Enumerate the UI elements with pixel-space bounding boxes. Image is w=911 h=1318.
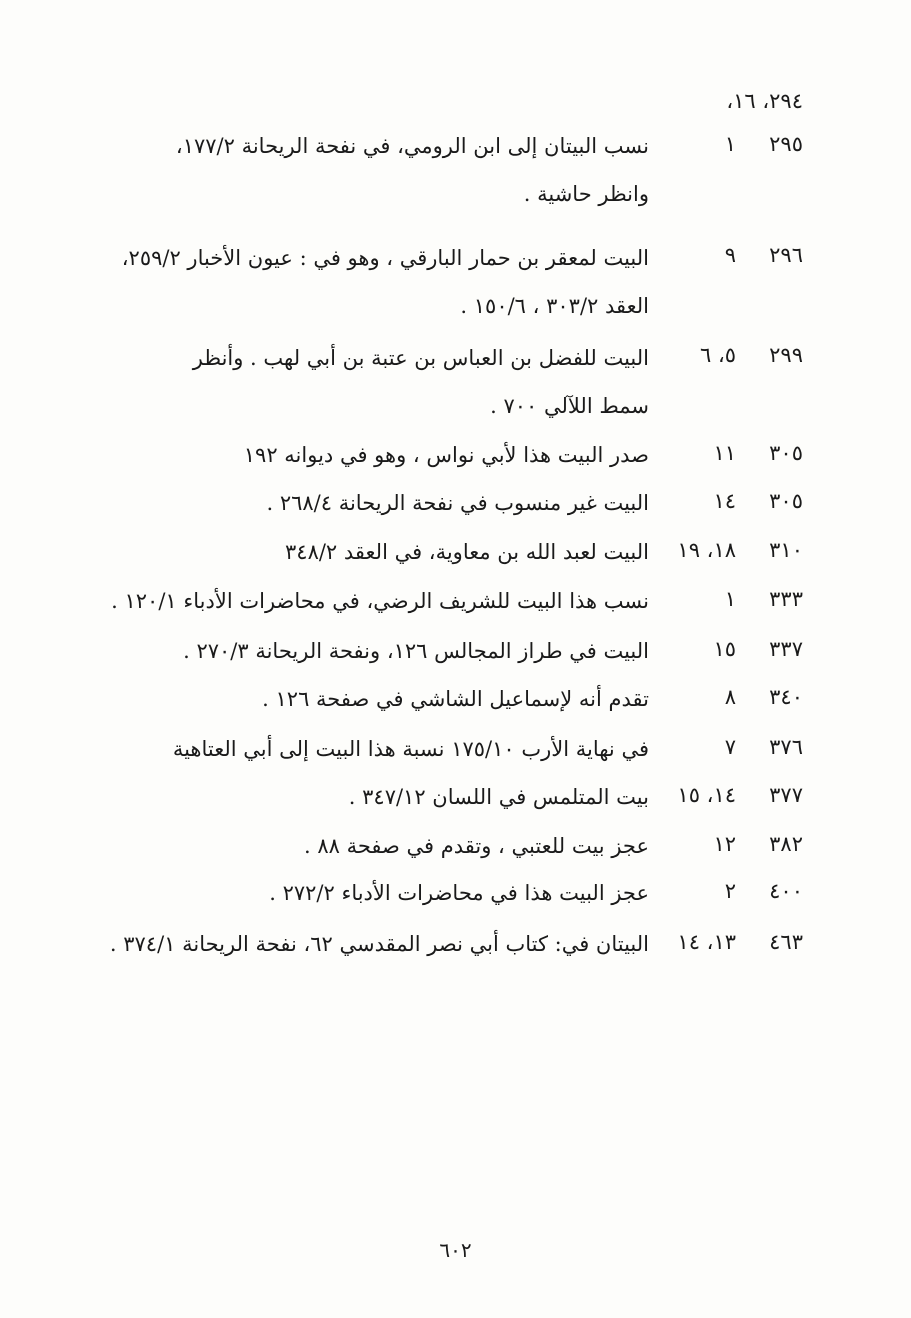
entry-text-line: في نهاية الأرب ١٧٥/١٠ نسبة هذا البيت إلى أبي العتاهية: [172, 737, 649, 761]
entry-page-number: ٤٠٠: [769, 879, 803, 903]
entry-page-number: ٣٣٧: [769, 637, 803, 661]
entry-verse-number: ١: [724, 132, 736, 156]
entry-text-line: بيت المتلمس في اللسان ٣٤٧/١٢ .: [348, 785, 649, 809]
entry-text-line: البيت لمعقر بن حمار البارقي ، وهو في : عيون الأخبار ٢٥٩/٢،: [121, 246, 649, 270]
entry-text-line: البيتان في: كتاب أبي نصر المقدسي ٦٢، نفحة الريحانة ٣٧٤/١ .: [109, 932, 649, 956]
entry-verse-number: ١٣، ١٤: [677, 930, 736, 954]
entry-page-number: ٣٧٧: [769, 783, 803, 807]
entry-page-number: ٢٩٩: [769, 343, 803, 367]
entry-page-number: ٣١٠: [769, 538, 803, 562]
entry-page-number: ٣٧٦: [769, 735, 803, 759]
page-number: ٦٠٢: [439, 1238, 472, 1262]
entry-verse-number: ٢: [724, 879, 736, 903]
entry-text-line: عجز البيت هذا في محاضرات الأدباء ٢٧٢/٢ .: [269, 881, 649, 905]
entry-page-number: ٣٠٥: [769, 441, 803, 465]
entry-verse-number: ١٢: [713, 832, 736, 856]
entry-text-line: العقد ٣٠٣/٢ ، ١٥٠/٦ .: [460, 294, 649, 318]
entry-text-line: البيت لعبد الله بن معاوية، في العقد ٣٤٨/٢: [285, 540, 649, 564]
entry-text-line: البيت للفضل بن العباس بن عتبة بن أبي لهب . وأنظر: [192, 346, 649, 370]
entry-page-number: ٣٣٣: [769, 587, 803, 611]
entry-text-line: وانظر حاشية .: [523, 182, 649, 206]
entry-verse-number: ١: [724, 587, 736, 611]
entry-page-number: ٣٨٢: [769, 832, 803, 856]
entry-verse-number: ٥، ٦: [699, 343, 736, 367]
entry-page-number: ٣٠٥: [769, 489, 803, 513]
entry-text-line: نسب البيتان إلى ابن الرومي، في نفحة الريحانة ١٧٧/٢،: [175, 134, 649, 158]
entry-text-line: صدر البيت هذا لأبي نواس ، وهو في ديوانه ١٩٢: [243, 443, 649, 467]
entry-verse-number: ١٤: [713, 489, 736, 513]
entry-verse-number: ١١: [713, 441, 736, 465]
entry-text-line: سمط اللآلي ٧٠٠ .: [490, 394, 649, 418]
entry-text-line: البيت في طراز المجالس ١٢٦، ونفحة الريحانة ٢٧٠/٣ .: [183, 639, 649, 663]
intro-line: ٢٩٤، ١٦،: [726, 89, 803, 113]
entry-verse-number: ٧: [724, 735, 736, 759]
entry-verse-number: ١٥: [713, 637, 736, 661]
entry-text-line: البيت غير منسوب في نفحة الريحانة ٢٦٨/٤ .: [266, 491, 649, 515]
entry-page-number: ٤٦٣: [769, 930, 803, 954]
entry-verse-number: ٨: [724, 685, 736, 709]
entry-text-line: نسب هذا البيت للشريف الرضي، في محاضرات الأدباء ١٢٠/١ .: [111, 589, 649, 613]
entry-text-line: تقدم أنه لإسماعيل الشاشي في صفحة ١٢٦ .: [262, 687, 649, 711]
entry-page-number: ٢٩٦: [769, 243, 803, 267]
entry-page-number: ٢٩٥: [769, 132, 803, 156]
entry-verse-number: ١٤، ١٥: [677, 783, 736, 807]
entry-page-number: ٣٤٠: [769, 685, 803, 709]
entry-verse-number: ١٨، ١٩: [677, 538, 736, 562]
entry-text-line: عجز بيت للعتبي ، وتقدم في صفحة ٨٨ .: [303, 834, 649, 858]
entry-verse-number: ٩: [724, 243, 736, 267]
